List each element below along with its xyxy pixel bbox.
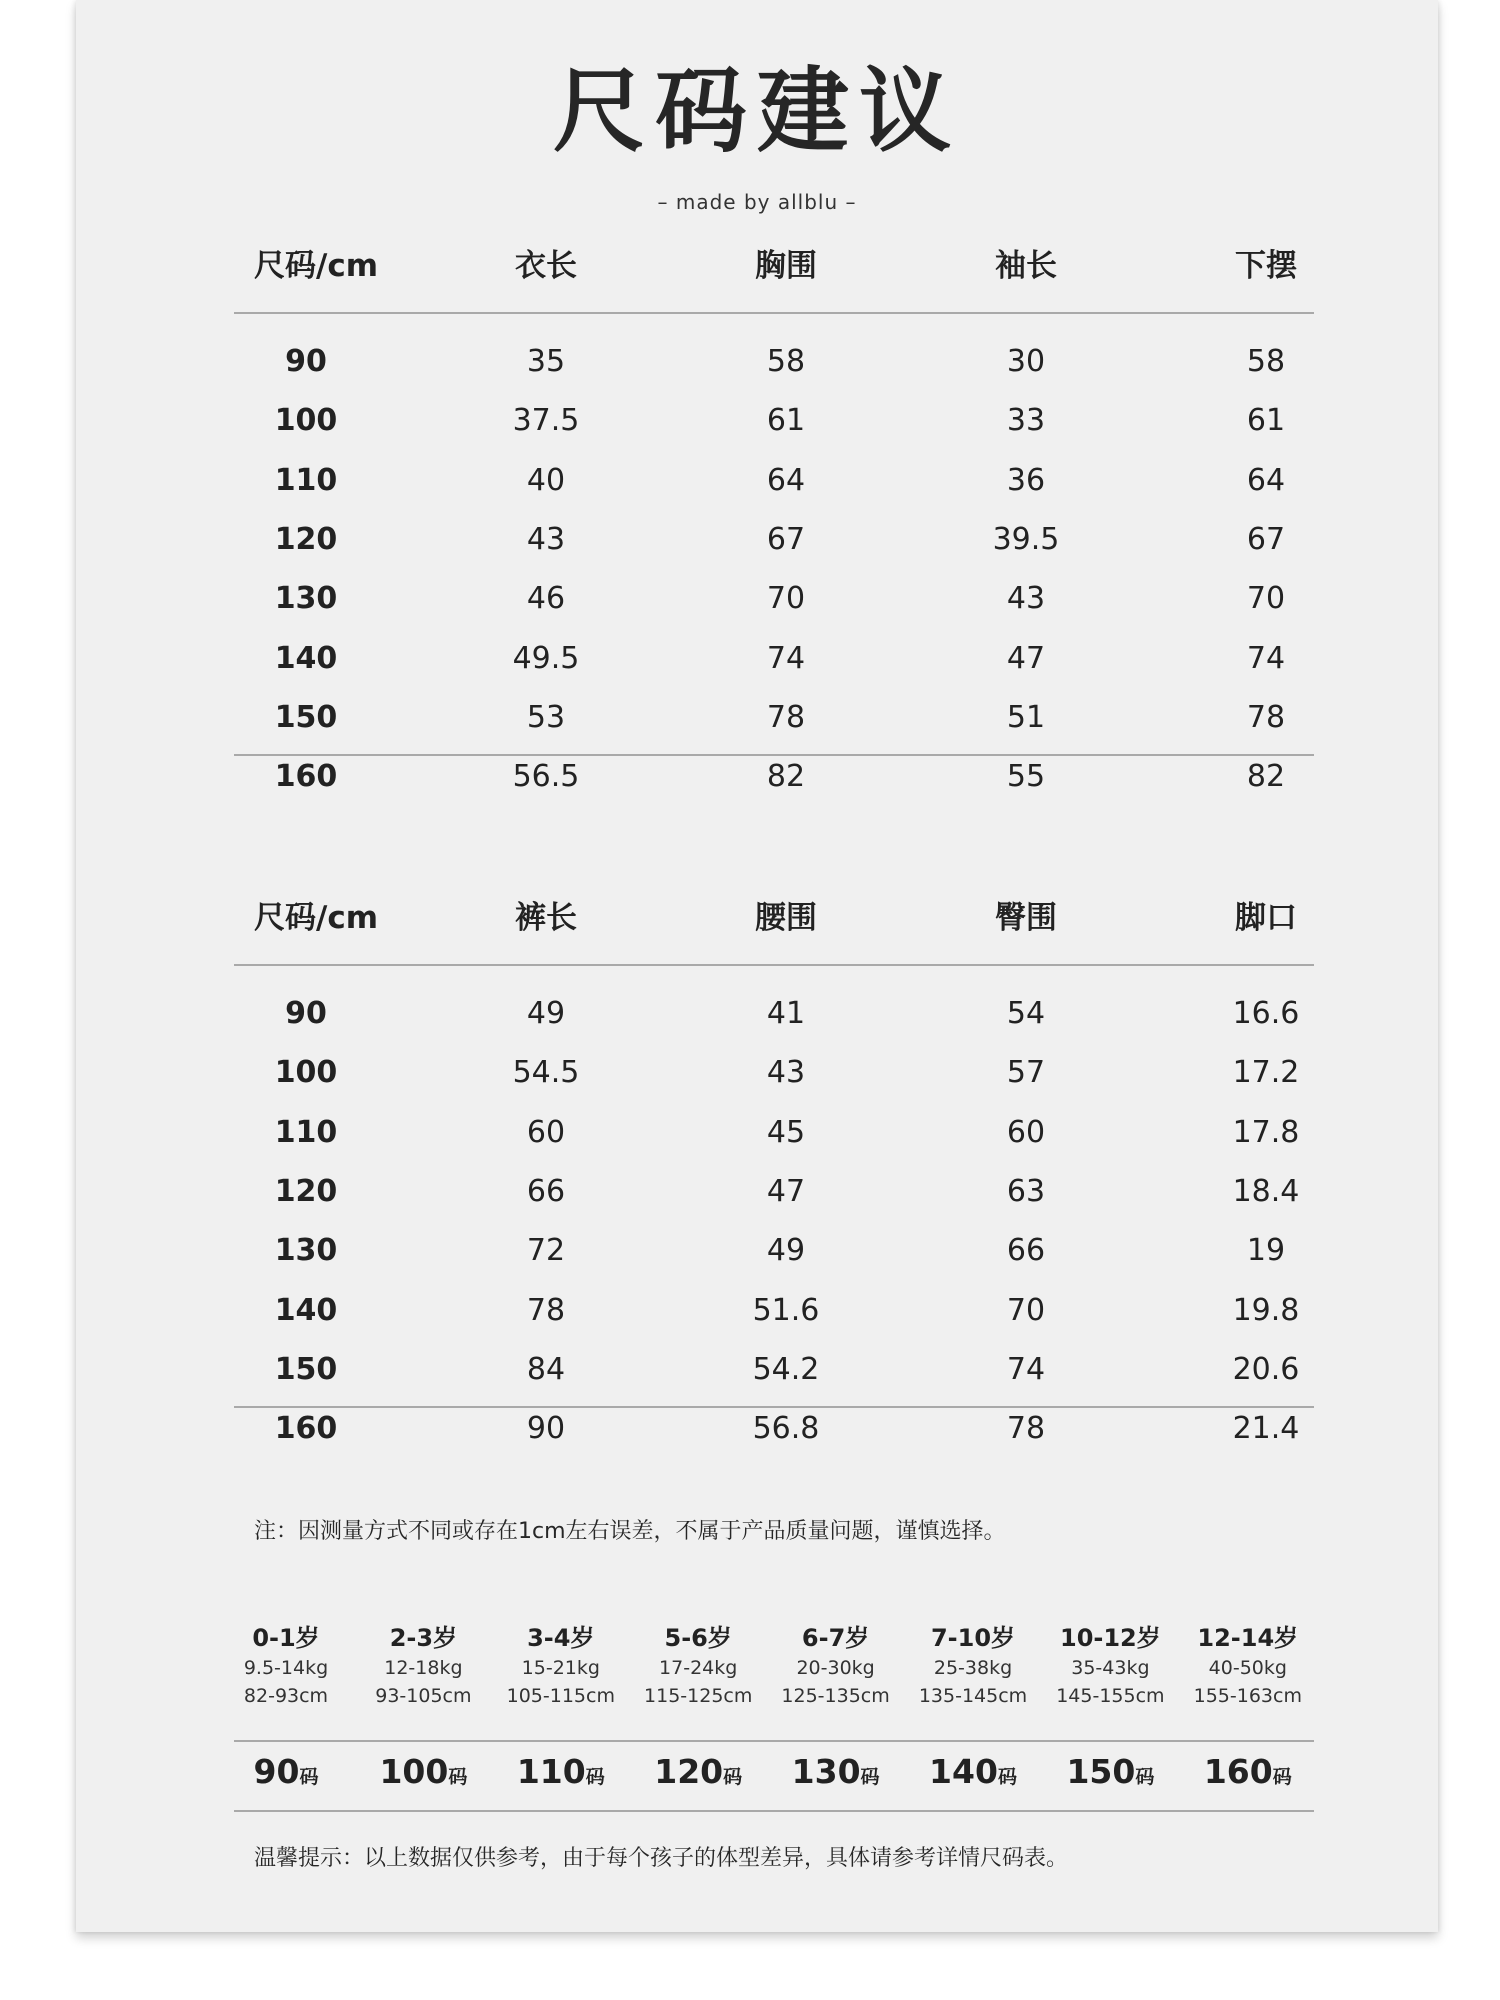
value-cell: 17.2 — [1232, 1055, 1300, 1091]
weight-range: 15-21kg — [521, 1657, 600, 1679]
value-cell: 60 — [1006, 1114, 1046, 1150]
age-range: 0-1岁 — [252, 1624, 320, 1652]
age-range: 10-12岁 — [1060, 1624, 1161, 1652]
table-row — [234, 747, 1314, 807]
value-cell: 54.2 — [752, 1351, 820, 1387]
value-cell: 35 — [526, 344, 566, 379]
value-cell: 70 — [1006, 1292, 1046, 1328]
size-unit: 码 — [585, 1766, 605, 1788]
table-divider — [234, 964, 1314, 966]
table-row — [234, 510, 1314, 570]
size-number: 120 — [654, 1752, 724, 1791]
size-number: 100 — [379, 1752, 449, 1791]
size-unit: 码 — [723, 1766, 743, 1788]
value-cell: 63 — [1006, 1173, 1046, 1209]
age-column — [1179, 1622, 1317, 1710]
table-row — [234, 984, 1314, 1044]
header-sleeve: 袖长 — [995, 248, 1057, 284]
value-cell: 74 — [1246, 640, 1286, 676]
size-cell: 160 — [274, 759, 338, 795]
size-cell: 100 — [274, 1055, 338, 1091]
size-number: 90 — [253, 1752, 300, 1791]
table-row — [234, 629, 1314, 689]
table-header-row — [234, 236, 1314, 296]
value-cell: 21.4 — [1232, 1411, 1300, 1447]
height-range: 93-105cm — [375, 1685, 472, 1707]
value-cell: 19.8 — [1232, 1292, 1300, 1328]
age-range: 12-14岁 — [1197, 1624, 1299, 1652]
size-cell: 110 — [274, 1114, 338, 1150]
age-column — [767, 1622, 905, 1710]
header-hip: 臀围 — [995, 900, 1057, 936]
size-number: 130 — [791, 1752, 861, 1791]
value-cell: 56.5 — [512, 759, 580, 795]
table-divider — [234, 754, 1314, 756]
age-column — [629, 1622, 767, 1710]
size-cell: 150 — [274, 1351, 338, 1387]
value-cell: 84 — [526, 1351, 566, 1387]
table-row — [234, 451, 1314, 511]
value-cell: 61 — [766, 403, 806, 439]
value-cell: 33 — [1006, 403, 1046, 439]
value-cell: 60 — [526, 1114, 566, 1150]
value-cell: 58 — [1246, 344, 1286, 379]
header-chest: 胸围 — [755, 248, 817, 284]
value-cell: 43 — [1006, 581, 1046, 617]
value-cell: 64 — [1246, 462, 1286, 498]
size-cell: 120 — [274, 521, 338, 557]
recommended-size — [629, 1752, 767, 1791]
value-cell: 47 — [766, 1173, 806, 1209]
value-cell: 70 — [766, 581, 806, 617]
recommended-size — [354, 1752, 492, 1791]
value-cell: 30 — [1006, 344, 1046, 379]
height-range: 105-115cm — [506, 1685, 615, 1707]
weight-range: 12-18kg — [384, 1657, 463, 1679]
value-cell: 43 — [526, 521, 566, 557]
header-length: 衣长 — [515, 248, 577, 284]
value-cell: 55 — [1006, 759, 1046, 795]
age-range: 2-3岁 — [389, 1624, 458, 1652]
value-cell: 54 — [1006, 996, 1046, 1031]
recommended-size — [767, 1752, 905, 1791]
size-cell: 90 — [285, 996, 327, 1031]
table-row — [234, 688, 1314, 748]
table-row — [234, 1281, 1314, 1341]
age-guide-divider — [234, 1740, 1314, 1742]
value-cell: 61 — [1246, 403, 1286, 439]
age-column — [904, 1622, 1042, 1710]
height-range: 135-145cm — [918, 1685, 1028, 1707]
age-column — [1041, 1622, 1179, 1710]
value-cell: 19 — [1246, 1233, 1286, 1269]
value-cell: 49 — [766, 1233, 806, 1269]
size-number: 110 — [516, 1752, 586, 1791]
value-cell: 46 — [526, 581, 566, 617]
value-cell: 45 — [766, 1114, 806, 1150]
value-cell: 64 — [766, 462, 806, 498]
size-cell: 120 — [274, 1173, 338, 1209]
size-cell: 140 — [274, 640, 338, 676]
value-cell: 51.6 — [752, 1292, 820, 1328]
height-range: 115-125cm — [644, 1685, 753, 1707]
table-row — [234, 1103, 1314, 1163]
table-divider — [234, 1406, 1314, 1408]
table-row — [234, 391, 1314, 451]
value-cell: 82 — [1246, 759, 1286, 795]
recommended-size — [904, 1752, 1042, 1791]
table-divider — [234, 312, 1314, 314]
table-header-row — [234, 888, 1314, 948]
value-cell: 39.5 — [992, 521, 1060, 557]
size-unit: 码 — [448, 1766, 468, 1788]
value-cell: 18.4 — [1232, 1173, 1300, 1209]
age-column — [354, 1622, 492, 1710]
height-range: 145-155cm — [1056, 1685, 1165, 1707]
weight-range: 17-24kg — [659, 1657, 738, 1679]
value-cell: 78 — [526, 1292, 566, 1328]
value-cell: 82 — [766, 759, 806, 795]
measurement-note: 注：因测量方式不同或存在1cm左右误差，不属于产品质量问题，谨慎选择。 — [254, 1519, 1006, 1544]
header-hem: 下摆 — [1235, 248, 1297, 284]
age-range: 7-10岁 — [930, 1624, 1016, 1652]
size-unit: 码 — [860, 1766, 880, 1788]
value-cell: 36 — [1006, 462, 1046, 498]
table-row — [234, 569, 1314, 629]
value-cell: 78 — [766, 699, 806, 735]
value-cell: 67 — [766, 521, 806, 557]
brand-subtitle: – made by allblu – — [657, 190, 857, 214]
size-number: 140 — [929, 1752, 998, 1791]
table-row — [234, 1221, 1314, 1281]
size-unit: 码 — [1272, 1766, 1292, 1788]
height-range: 82-93cm — [243, 1685, 329, 1707]
header-size: 尺码/cm — [254, 248, 378, 284]
size-cell: 100 — [274, 403, 338, 439]
value-cell: 90 — [526, 1411, 566, 1447]
size-cell: 130 — [274, 581, 338, 617]
recommended-size — [492, 1752, 630, 1791]
value-cell: 58 — [766, 344, 806, 379]
size-cell: 150 — [274, 699, 338, 735]
size-unit: 码 — [1135, 1766, 1155, 1788]
age-range: 6-7岁 — [801, 1624, 870, 1652]
value-cell: 66 — [526, 1173, 566, 1209]
value-cell: 37.5 — [512, 403, 580, 439]
height-range: 155-163cm — [1193, 1685, 1302, 1707]
weight-range: 40-50kg — [1208, 1657, 1287, 1679]
value-cell: 57 — [1006, 1055, 1046, 1091]
size-number: 160 — [1203, 1752, 1273, 1791]
size-cell: 130 — [274, 1233, 338, 1269]
size-cell: 90 — [285, 344, 327, 379]
header-size: 尺码/cm — [254, 900, 378, 936]
size-unit: 码 — [997, 1766, 1017, 1788]
size-number: 150 — [1066, 1752, 1136, 1791]
value-cell: 47 — [1006, 640, 1046, 676]
value-cell: 78 — [1246, 699, 1286, 735]
value-cell: 40 — [526, 462, 566, 498]
weight-range: 35-43kg — [1071, 1657, 1150, 1679]
age-column — [492, 1622, 630, 1710]
age-column — [217, 1622, 355, 1710]
value-cell: 72 — [526, 1233, 566, 1269]
header-waist: 腰围 — [755, 900, 817, 936]
size-cell: 140 — [274, 1292, 338, 1328]
weight-range: 20-30kg — [796, 1657, 875, 1679]
value-cell: 49.5 — [512, 640, 580, 676]
recommended-size — [1041, 1752, 1179, 1791]
height-range: 125-135cm — [781, 1685, 890, 1707]
page-title: 尺码建议 — [552, 58, 961, 165]
size-cell: 110 — [274, 462, 338, 498]
table-row — [234, 1162, 1314, 1222]
table-row — [234, 1043, 1314, 1103]
value-cell: 54.5 — [512, 1055, 580, 1091]
size-guide-card — [76, 0, 1438, 1932]
table-row — [234, 332, 1314, 392]
value-cell: 20.6 — [1232, 1351, 1300, 1387]
value-cell: 67 — [1246, 521, 1286, 557]
value-cell: 41 — [766, 996, 806, 1031]
table-row — [234, 1399, 1314, 1459]
reference-tip: 温馨提示：以上数据仅供参考，由于每个孩子的体型差异，具体请参考详情尺码表。 — [254, 1846, 1069, 1871]
value-cell: 43 — [766, 1055, 806, 1091]
value-cell: 49 — [526, 996, 566, 1031]
value-cell: 17.8 — [1232, 1114, 1300, 1150]
weight-range: 25-38kg — [933, 1657, 1013, 1679]
value-cell: 66 — [1006, 1233, 1046, 1269]
weight-range: 9.5-14kg — [243, 1657, 329, 1679]
age-range: 5-6岁 — [664, 1624, 732, 1652]
value-cell: 16.6 — [1232, 996, 1300, 1031]
size-cell: 160 — [274, 1411, 338, 1447]
value-cell: 53 — [526, 699, 566, 735]
size-unit: 码 — [299, 1766, 319, 1788]
age-guide-divider — [234, 1810, 1314, 1812]
value-cell: 51 — [1006, 699, 1046, 735]
value-cell: 74 — [1006, 1351, 1046, 1387]
value-cell: 56.8 — [752, 1411, 820, 1447]
header-leg-opening: 脚口 — [1235, 900, 1297, 936]
recommended-size — [1179, 1752, 1317, 1791]
age-range: 3-4岁 — [527, 1624, 595, 1652]
value-cell: 74 — [766, 640, 806, 676]
recommended-size — [217, 1752, 355, 1791]
table-row — [234, 1340, 1314, 1400]
value-cell: 78 — [1006, 1411, 1046, 1447]
header-pant-length: 裤长 — [515, 900, 577, 936]
value-cell: 70 — [1246, 581, 1286, 617]
